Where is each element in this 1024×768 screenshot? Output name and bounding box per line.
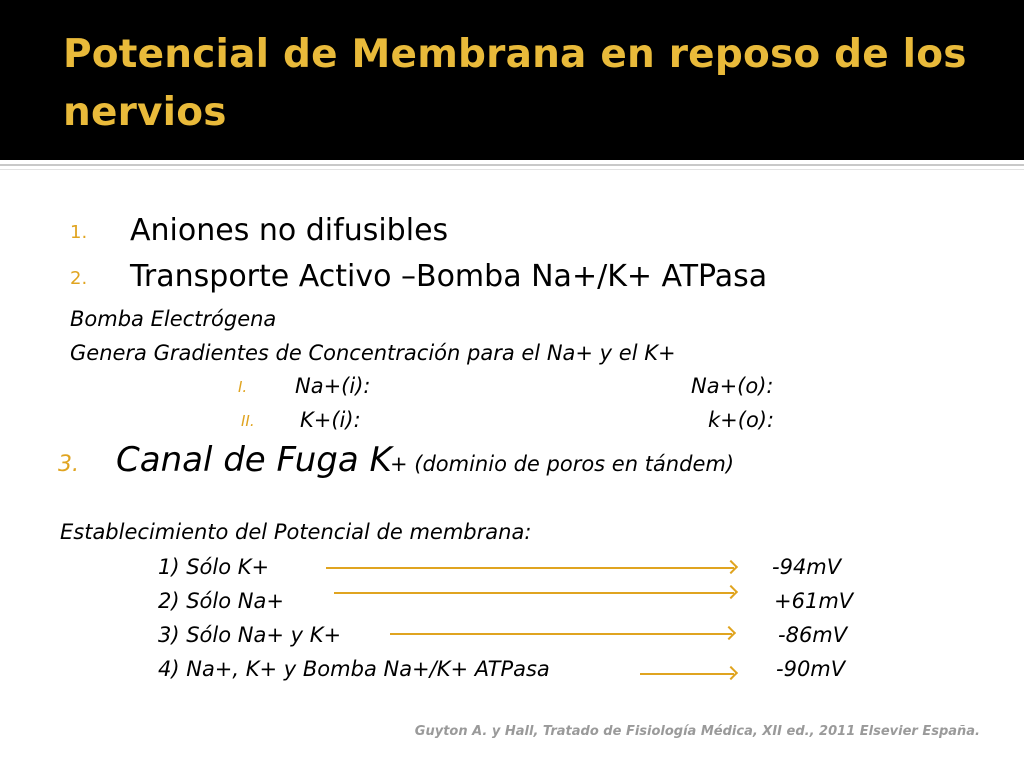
row-4-label: 4) Na+, K+ y Bomba Na+/K+ ATPasa — [158, 657, 550, 681]
slide-title: Potencial de Membrana en reposo de los nervios — [63, 32, 967, 135]
row-1-label: 1) Sólo K+ — [158, 555, 270, 579]
subitem-1-left: Na+(i): — [295, 374, 371, 398]
row-2-value: +61mV — [774, 589, 854, 613]
row-4-value: -90mV — [776, 657, 846, 681]
header-divider-thin — [0, 169, 1024, 170]
row-4-arrow — [640, 673, 734, 675]
subitem-2-right: k+(o): — [708, 408, 775, 432]
establishment-heading: Establecimiento del Potencial de membrana: — [60, 520, 532, 544]
citation: Guyton A. y Hall, Tratado de Fisiología Médica, XII ed., 2011 Elsevier España. — [414, 724, 980, 739]
row-3-arrow — [390, 633, 732, 635]
header-divider — [0, 164, 1024, 166]
pump-line-1: Bomba Electrógena — [70, 307, 277, 331]
item-3-number: 3. — [58, 452, 79, 477]
item-1-number: 1. — [70, 222, 88, 243]
row-3-label: 3) Sólo Na+ y K+ — [158, 623, 342, 647]
subitem-1-number: I. — [238, 378, 248, 396]
row-1-value: -94mV — [772, 555, 842, 579]
row-1-arrow — [326, 567, 734, 569]
item-2-number: 2. — [70, 268, 88, 289]
subitem-1-right: Na+(o): — [691, 374, 774, 398]
subitem-2-number: II. — [241, 412, 255, 430]
row-2-arrow — [334, 592, 734, 594]
item-2-text: Transporte Activo –Bomba Na+/K+ ATPasa — [130, 259, 768, 294]
pump-line-2: Genera Gradientes de Concentración para el Na+ y el K+ — [70, 341, 676, 365]
row-2-label: 2) Sólo Na+ — [158, 589, 284, 613]
item-1-text: Aniones no difusibles — [130, 213, 449, 248]
row-3-value: -86mV — [778, 623, 848, 647]
item-3-text: Canal de Fuga K — [116, 440, 392, 480]
item-3-suffix: + (dominio de poros en tándem) — [390, 452, 735, 476]
subitem-2-left: K+(i): — [300, 408, 361, 432]
title-bar — [0, 0, 1024, 160]
